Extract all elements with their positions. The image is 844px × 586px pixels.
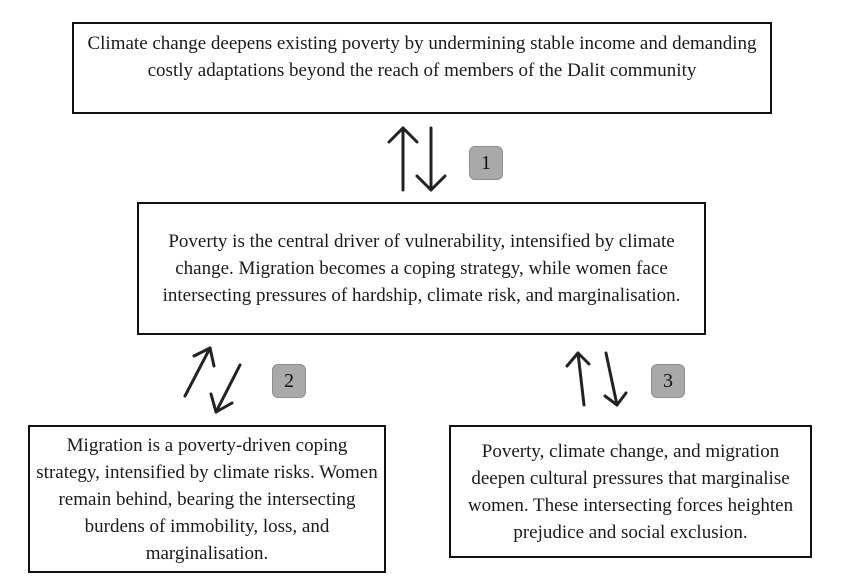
badge-3 xyxy=(651,364,685,398)
badge-1-label: 1 xyxy=(481,151,491,174)
badge-3-label: 3 xyxy=(663,369,673,392)
down-arrow-head xyxy=(211,394,232,412)
badge-1 xyxy=(469,146,503,180)
down-arrow-shaft xyxy=(606,353,617,405)
down-arrow-head xyxy=(417,176,445,190)
bidirectional-arrow-icon-1 xyxy=(389,128,445,190)
cultural-pressures-box xyxy=(449,425,812,558)
bidirectional-arrow-icon-2 xyxy=(185,348,240,412)
poverty-central-box xyxy=(137,202,706,335)
poverty-central-text: Poverty is the central driver of vulnerability, intensified by climate change. Migration becomes a coping strategy, while women face intersecting pressures of hardship, climate risk, and marginalisation. xyxy=(162,231,681,306)
badge-2-label: 2 xyxy=(284,369,294,392)
up-arrow-head xyxy=(567,353,589,366)
climate-poverty-box xyxy=(72,22,772,114)
up-arrow-shaft xyxy=(185,348,210,396)
up-arrow-head xyxy=(194,348,214,366)
up-arrow-shaft xyxy=(578,353,584,405)
up-arrow-head xyxy=(389,128,417,142)
badge-2 xyxy=(272,364,306,398)
down-arrow-head xyxy=(605,393,626,405)
migration-text: Migration is a poverty-driven coping strategy, intensified by climate risks. Women remain behind, bearing the intersecting burdens of immobility, loss, and marginalisation. xyxy=(36,434,378,564)
migration-box xyxy=(28,425,386,573)
down-arrow-shaft xyxy=(216,365,240,412)
climate-poverty-text: Climate change deepens existing poverty by undermining stable income and demanding costly adaptations beyond the reach of members of the Dalit community xyxy=(87,33,757,81)
cultural-pressures-text: Poverty, climate change, and migration deepen cultural pressures that marginalise women. These intersecting forces heighten prejudice and social exclusion. xyxy=(467,440,794,543)
bidirectional-arrow-icon-3 xyxy=(567,353,626,405)
